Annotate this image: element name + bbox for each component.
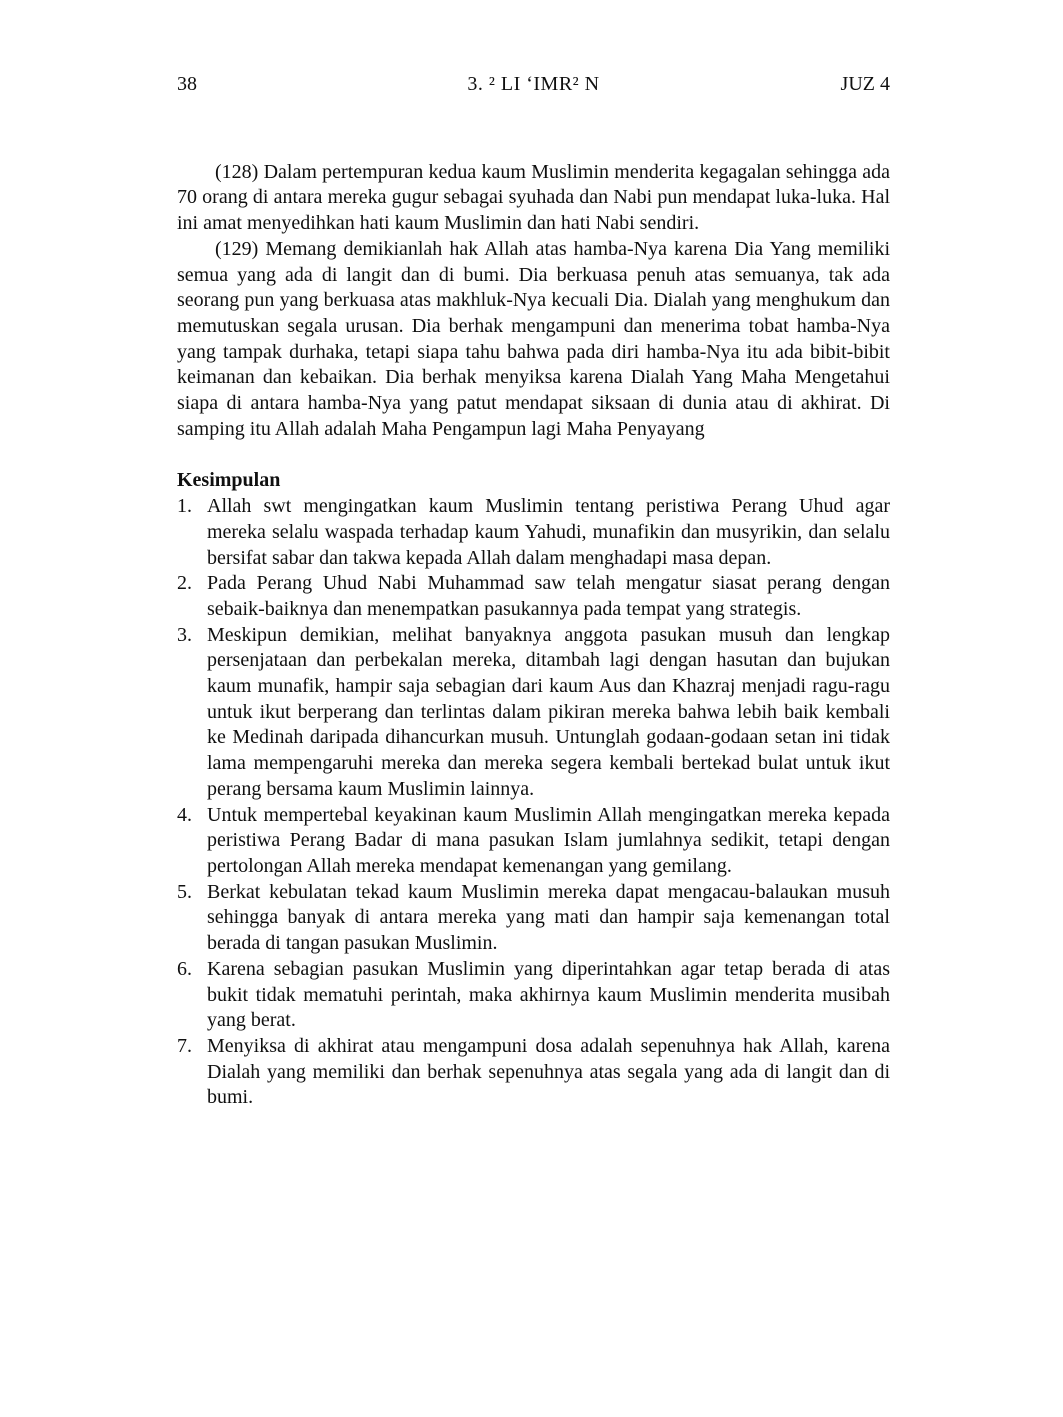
body-text <box>177 160 890 1111</box>
paragraph-129: (129) Memang demikianlah hak Allah atas hamba-Nya karena Dia Yang memiliki semua yang ada di langit dan di bumi. Dia berkuasa penuh atas semuanya, tak ada seorang pun yang berkuasa atas makhluk-Nya kecuali Dia. Dialah yang menghukum dan memutuskan segala urusan. Dia berhak mengampuni dan menerima tobat hamba-Nya yang tampak durhaka, tetapi siapa tahu bahwa pada diri hamba-Nya itu ada bibit-bibit keimanan dan kebaikan. Dia berhak menyiksa karena Dialah Yang Maha Mengetahui siapa di antara hamba-Nya yang patut mendapat siksaan di dunia atau di akhirat. Di samping itu Allah adalah Maha Pengampun lagi Maha Penyayang <box>177 237 890 440</box>
list-item <box>177 571 890 622</box>
list-item-number: 7. <box>177 1034 192 1057</box>
list-item <box>177 880 890 957</box>
list-item <box>177 1034 890 1111</box>
list-item-text: Karena sebagian pasukan Muslimin yang diperintahkan agar tetap berada di atas bukit tidak mematuhi perintah, maka akhirnya kaum Muslimin menderita musibah yang berat. <box>207 957 890 1032</box>
list-item-number: 6. <box>177 957 192 980</box>
section-heading: Kesimpulan <box>177 469 281 492</box>
kesimpulan-list <box>177 494 890 1111</box>
list-item-text: Untuk mempertebal keyakinan kaum Muslimin Allah mengingatkan mereka kepada peristiwa Perang Badar di mana pasukan Islam jumlahnya sedikit, tetapi dengan pertolongan Allah mereka mendapat kemenangan yang gemilang. <box>207 803 890 877</box>
running-title: 3. ² LI ‘IMR² N <box>467 73 600 95</box>
page-number: 38 <box>177 73 197 95</box>
list-item-text: Pada Perang Uhud Nabi Muhammad saw telah mengatur siasat perang dengan sebaik-baiknya dan menempatkan pasukannya pada tempat yang strategis. <box>207 572 890 620</box>
paragraph-128: (128) Dalam pertempuran kedua kaum Muslimin menderita kegagalan sehingga ada 70 orang di antara mereka gugur sebagai syuhada dan Nabi pun mendapat luka-luka. Hal ini amat menyedihkan hati kaum Muslimin dan hati Nabi sendiri. <box>177 160 890 235</box>
juz-label: JUZ 4 <box>840 73 890 95</box>
list-item <box>177 957 890 1034</box>
list-item-number: 5. <box>177 880 192 903</box>
list-item-number: 2. <box>177 572 192 595</box>
list-item-number: 1. <box>177 495 192 518</box>
page-header <box>177 72 890 98</box>
list-item <box>177 803 890 880</box>
list-item-text: Berkat kebulatan tekad kaum Muslimin mereka dapat mengacau-balaukan musuh sehingga banyak di antara mereka yang mati dan hampir saja kemenangan total berada di tangan pasukan Muslimin. <box>207 880 890 955</box>
list-item-number: 4. <box>177 803 192 826</box>
list-item <box>177 623 890 803</box>
list-item-text: Allah swt mengingatkan kaum Muslimin tentang peristiwa Perang Uhud agar mereka selalu waspada terhadap kaum Yahudi, munafikin dan musyrikin, dan selalu bersifat sabar dan takwa kepada Allah dalam menghadapi masa depan. <box>207 495 890 569</box>
list-item-text: Meskipun demikian, melihat banyaknya anggota pasukan musuh dan lengkap persenjataan dan perbekalan mereka, ditambah lagi dengan hasutan dan bujukan kaum munafik, hampir saja sebagian dari kaum Aus dan Khazraj menjadi ragu-ragu untuk ikut berperang dan terlintas dalam pikiran mereka bahwa lebih baik kembali ke Medinah daripada dihancurkan musuh. Untunglah godaan-godaan setan ini tidak lama mempengaruhi mereka dan mereka segera kembali bertekad bulat untuk ikut perang bersama kaum Muslimin lainnya. <box>207 623 890 800</box>
list-item <box>177 494 890 571</box>
list-item-text: Menyiksa di akhirat atau mengampuni dosa adalah sepenuhnya hak Allah, karena Dialah yang memiliki dan berhak sepenuhnya atas segala yang ada di langit dan di bumi. <box>207 1034 890 1109</box>
list-item-number: 3. <box>177 623 192 646</box>
